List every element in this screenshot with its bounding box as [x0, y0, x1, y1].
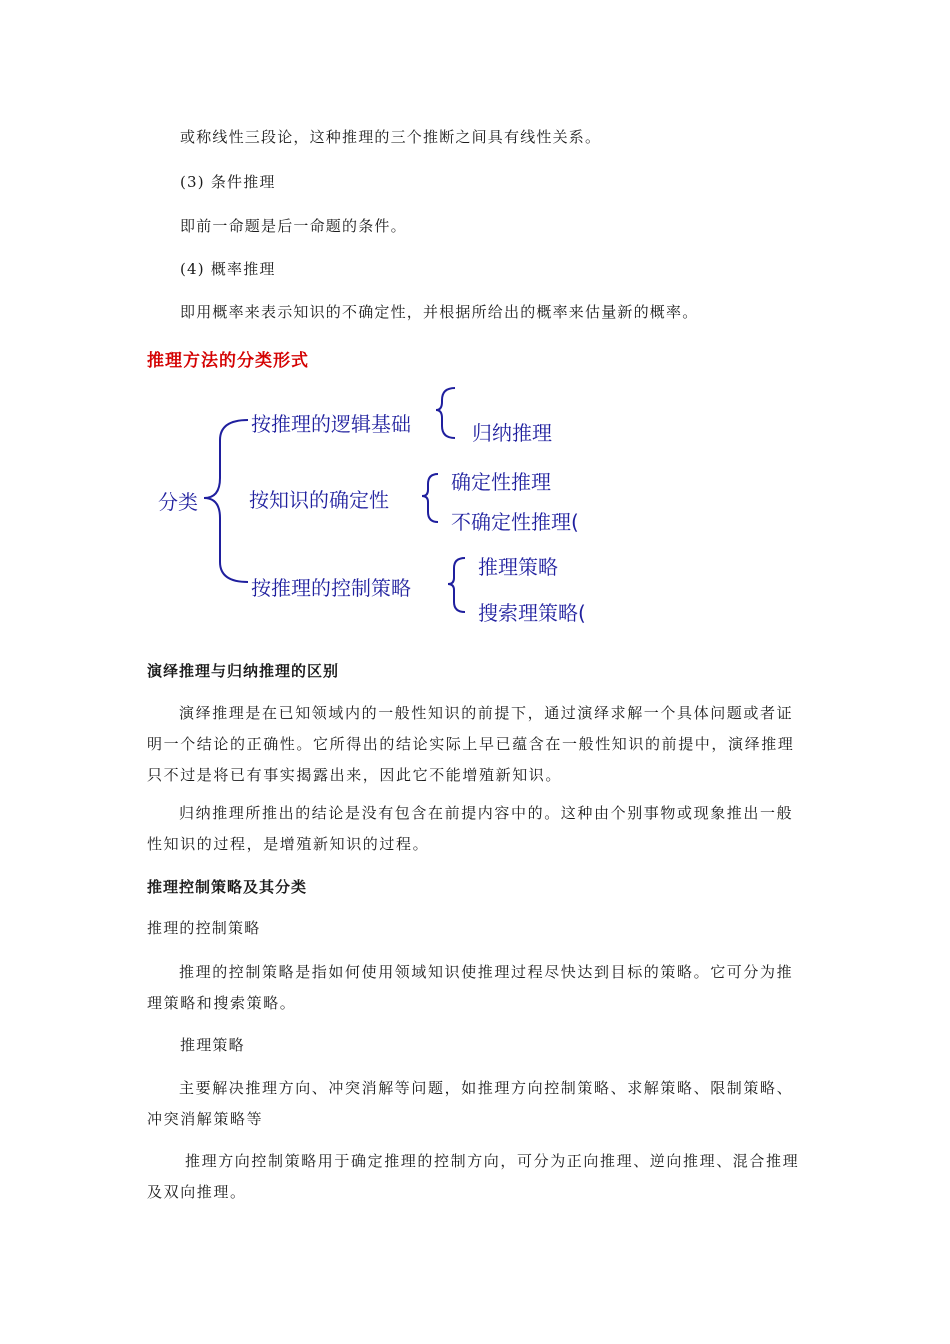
classification-heading: 推理方法的分类形式: [147, 351, 309, 371]
diagram-leaf-inference-strategy: 推理策略: [478, 555, 558, 579]
paragraph-line: 归纳推理所推出的结论是没有包含在前提内容中的。这种由个别事物或现象推出一般: [179, 804, 794, 822]
diagram-leaf-search-strategy: 搜索理策略(: [478, 601, 586, 625]
diagram-branch-certainty: 按知识的确定性: [249, 488, 389, 512]
paragraph-line: 推理的控制策略是指如何使用领域知识使推理过程尽快达到目标的策略。它可分为推: [179, 963, 794, 981]
diagram-root: 分类: [158, 490, 198, 514]
control-heading: 推理控制策略及其分类: [147, 878, 308, 896]
brace-logic: [436, 388, 455, 438]
diagram-branch-control: 按推理的控制策略: [251, 576, 411, 600]
paragraph-line: 冲突消解策略等: [147, 1110, 264, 1128]
diagram-braces: [0, 0, 950, 660]
item4-label: (4) 概率推理: [180, 260, 276, 278]
paragraph-line: 主要解决推理方向、冲突消解等问题，如推理方向控制策略、求解策略、限制策略、: [179, 1079, 794, 1097]
paragraph-line: 只不过是将已有事实揭露出来，因此它不能增殖新知识。: [147, 766, 563, 784]
difference-paragraph-2: [147, 798, 827, 860]
brace-certainty: [422, 474, 438, 522]
item3-desc: 即前一命题是后一命题的条件。: [180, 217, 407, 235]
diagram-branch-logic: 按推理的逻辑基础: [251, 412, 411, 436]
control-paragraph-2: [147, 1073, 827, 1135]
paragraph-line: 及双向推理。: [147, 1183, 247, 1201]
paragraph-line: 理策略和搜索策略。: [147, 994, 297, 1012]
item4-desc: 即用概率来表示知识的不确定性，并根据所给出的概率来估量新的概率。: [180, 303, 699, 321]
control-subheading-2: 推理策略: [180, 1036, 245, 1054]
paragraph-line: 推理方向控制策略用于确定推理的控制方向，可分为正向推理、逆向推理、混合推理: [185, 1152, 800, 1170]
intro-line: 或称线性三段论，这种推理的三个推断之间具有线性关系。: [180, 128, 602, 146]
main-brace: [204, 420, 248, 582]
brace-control: [448, 558, 465, 612]
control-subheading: 推理的控制策略: [147, 919, 261, 937]
diagram-leaf-certain: 确定性推理: [451, 470, 551, 494]
paragraph-line: 性知识的过程，是增殖新知识的过程。: [147, 835, 430, 853]
paragraph-line: 演绎推理是在已知领域内的一般性知识的前提下，通过演绎求解一个具体问题或者证: [179, 704, 794, 722]
diagram-leaf-induction: 归纳推理: [472, 421, 552, 445]
control-paragraph-3: [147, 1146, 827, 1208]
diagram-leaf-uncertain: 不确定性推理(: [451, 510, 579, 534]
difference-paragraph-1: [147, 698, 827, 791]
difference-heading: 演绎推理与归纳推理的区别: [147, 662, 340, 680]
control-paragraph-1: [147, 957, 827, 1019]
paragraph-line: 明一个结论的正确性。它所得出的结论实际上早已蕴含在一般性知识的前提中，演绎推理: [147, 735, 795, 753]
item3-label: (3) 条件推理: [180, 173, 276, 191]
